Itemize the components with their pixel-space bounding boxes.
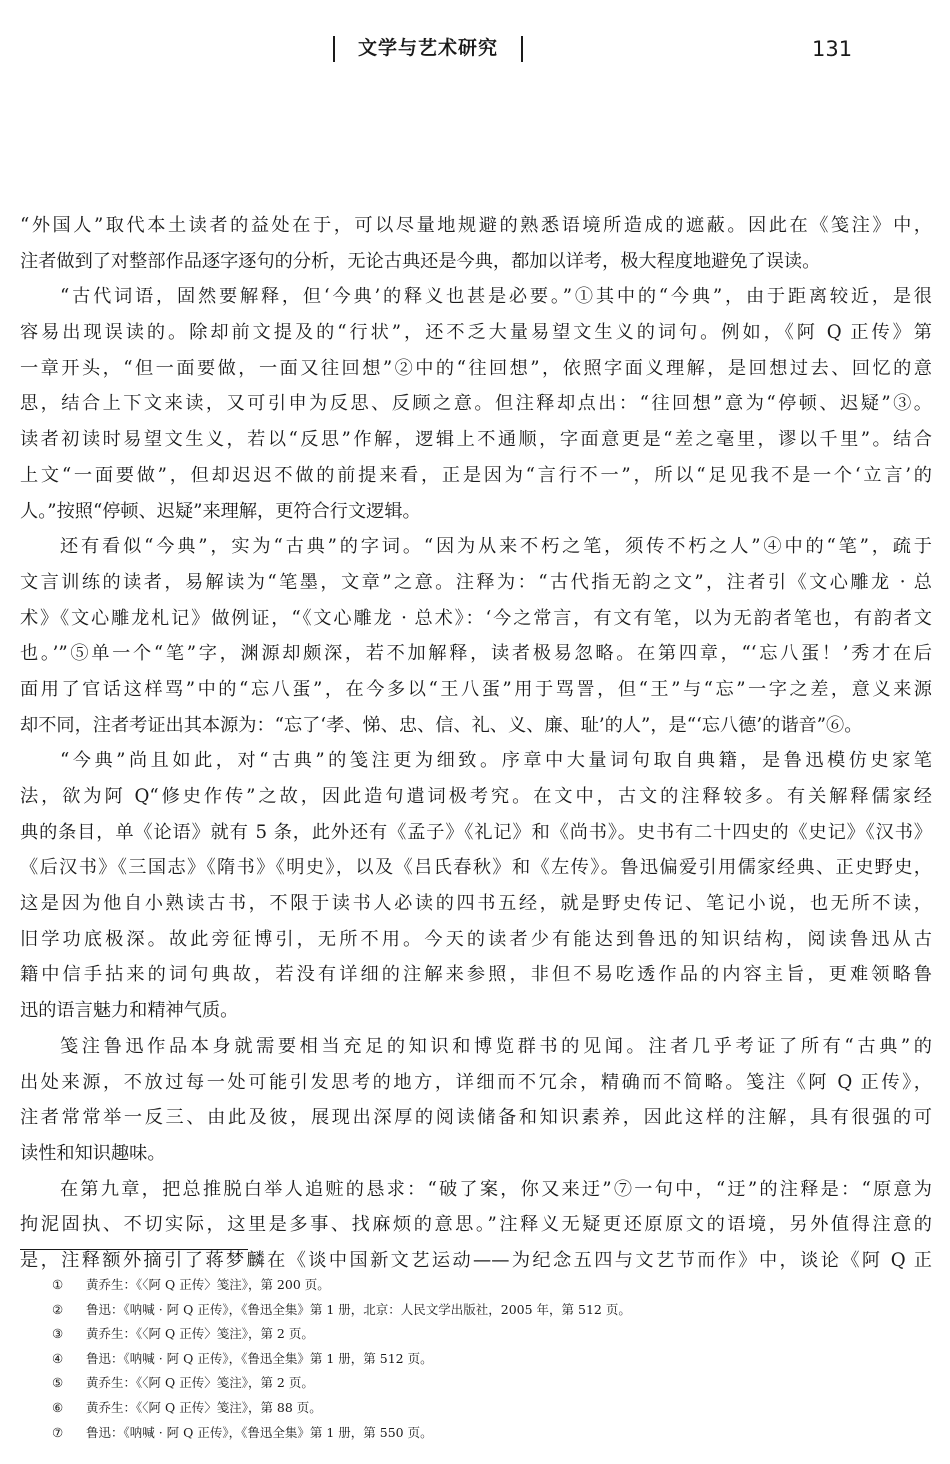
text-line: “古代词语，固然要解释，但‘今典’的释义也甚是必要。”①其中的“今典”，由于距离较近，是很: [60, 286, 932, 308]
text-line: 这是因为他自小熟读古书，不限于读书人必读的四书五经，就是野史传记、笔记小说，也无所不读，: [20, 893, 932, 915]
footnote-mark: ⑥: [52, 1399, 64, 1415]
footnote-text: 黄乔生：《〈阿 Q 正传〉笺注》，第 200 页。: [86, 1277, 330, 1292]
text-line: 也。’”⑤单一个“笔”字，渊源却颇深，若不加解释，读者极易忽略。在第四章，“‘忘八蛋！’秀才在后: [20, 643, 932, 665]
footnote-mark: ①: [52, 1277, 64, 1292]
text-line: 是，注释额外摘引了蒋梦麟在《谈中国新文艺运动——为纪念五四与文艺节而作》中，谈论《阿 Q 正: [20, 1249, 932, 1271]
header-rule-right: [521, 36, 523, 62]
text-line: 籍中信手拈来的词句典故，若没有详细的注解来参照，非但不易吃透作品的内容主旨，更难领略鲁: [20, 964, 932, 986]
footnote-text: 黄乔生：《〈阿 Q 正传〉笺注》，第 88 页。: [86, 1399, 322, 1415]
article-body: [20, 208, 932, 1279]
text-line: 法，欲为阿 Q“修史作传”之故，因此造句遣词极考究。在文中，古文的注释较多。有关解释儒家经: [20, 786, 932, 807]
text-line: 注者做到了对整部作品逐字逐句的分析，无论古典还是今典，都加以详考，极大程度地避免了误读。: [20, 250, 821, 272]
text-line: 术》《文心雕龙札记》做例证，“《文心雕龙 · 总术》：‘今之常言，有文有笔，以为无韵者笔也，有韵者文: [20, 607, 932, 629]
text-line: 读者初读时易望文生义，若以“反思”作解，逻辑上不通顺，字面意更是“差之毫里，谬以千里”。结合: [20, 429, 932, 451]
text-line: 文言训练的读者，易解读为“笔墨，文章”之意。注释为：“古代指无韵之文”，注者引《文心雕龙 · 总: [20, 571, 932, 593]
page-number: 131: [812, 37, 853, 61]
text-line: 在第九章，把总推脱白举人追赃的恳求：“破了案，你又来迂”⑦一句中，“迂”的注释是：“原意为: [60, 1178, 932, 1200]
text-line: 笺注鲁迅作品本身就需要相当充足的知识和博览群书的见闻。注者几乎考证了所有“古典”的: [60, 1035, 932, 1057]
footnote-text: 鲁迅：《呐喊 · 阿 Q 正传》，《鲁迅全集》第 1 册，北京：人民文学出版社，2005 年，第 512 页。: [86, 1301, 631, 1317]
footnote-mark: ⑦: [52, 1424, 64, 1440]
header-rule-left: [333, 36, 335, 62]
text-line: 思，结合上下文来读，又可引申为反思、反顾之意。但注释却点出：“往回想”意为“停顿、迟疑”③。: [20, 393, 932, 415]
footnote-mark: ④: [52, 1350, 64, 1366]
footnote-text: 鲁迅：《呐喊 · 阿 Q 正传》，《鲁迅全集》第 1 册，第 550 页。: [86, 1424, 433, 1440]
text-line: 拘泥固执、不切实际，这里是多事、找麻烦的意思。”注释义无疑更还原原文的语境，另外值得注意的: [20, 1214, 932, 1236]
text-line: 注者常常举一反三、由此及彼，展现出深厚的阅读储备和知识素养，因此这样的注解，具有很强的可: [20, 1107, 932, 1129]
footnote: [52, 1322, 912, 1347]
text-line: 迅的语言魅力和精神气质。: [20, 1000, 239, 1022]
footnote-mark: ③: [52, 1326, 64, 1342]
text-line: 上文“一面要做”，但却迟迟不做的前提来看，正是因为“言行不一”，所以“足见我不是一个‘立言’的: [20, 464, 932, 486]
footnote-mark: ⑤: [52, 1375, 64, 1391]
text-line: 面用了官话这样骂”中的“忘八蛋”，在今多以“王八蛋”用于骂詈，但“王”与“忘”一字之差，意义来源: [20, 678, 932, 700]
footnote: [52, 1396, 912, 1421]
running-header: [0, 30, 950, 70]
footnote: [52, 1273, 912, 1298]
footnotes: [52, 1273, 912, 1445]
text-line: 却不同，注者考证出其本源为：“忘了‘孝、悌、忠、信、礼、义、廉、耻’的人”，是“‘忘八德’的谐音”⑥。: [20, 714, 863, 736]
text-line: 读性和知识趣味。: [20, 1142, 166, 1164]
footnote-text: 黄乔生：《〈阿 Q 正传〉笺注》，第 2 页。: [86, 1326, 314, 1342]
footnote: [52, 1371, 912, 1396]
text-line: 《后汉书》《三国志》《隋书》《明史》，以及《吕氏春秋》和《左传》。鲁迅偏爱引用儒家经典、正史野史，: [20, 857, 932, 879]
text-line: “今典”尚且如此，对“古典”的笺注更为细致。序章中大量词句取自典籍，是鲁迅模仿史家笔: [60, 750, 932, 772]
text-line: 人。”按照“停顿、迟疑”来理解，更符合行文逻辑。: [20, 500, 421, 522]
footnote-text: 黄乔生：《〈阿 Q 正传〉笺注》，第 2 页。: [86, 1375, 314, 1391]
text-line: 还有看似“今典”，实为“古典”的字词。“因为从来不朽之笔，须传不朽之人”④中的“笔”，疏于: [60, 536, 932, 558]
footnote-mark: ②: [52, 1301, 64, 1317]
footnote-separator: [20, 1249, 248, 1250]
footnote: [52, 1347, 912, 1372]
text-line: 典的条目，单《论语》就有 5 条，此外还有《孟子》《礼记》和《尚书》。史书有二十四史的《史记》《汉书》: [20, 821, 932, 843]
text-line: 容易出现误读的。除却前文提及的“行状”，还不乏大量易望文生义的词句。例如，《阿 Q 正传》第: [20, 322, 932, 344]
text-line: “外国人”取代本土读者的益处在于，可以尽量地规避的熟悉语境所造成的遮蔽。因此在《笺注》中，: [20, 215, 932, 236]
text-line: 一章开头，“但一面要做，一面又往回想”②中的“往回想”，依照字面义理解，是回想过去、回忆的意: [20, 357, 932, 379]
journal-title: 文学与艺术研究: [357, 37, 498, 59]
footnote: [52, 1298, 912, 1323]
text-line: 旧学功底极深。故此旁征博引，无所不用。今天的读者少有能达到鲁迅的知识结构，阅读鲁迅从古: [20, 928, 932, 950]
text-line: 出处来源，不放过每一处可能引发思考的地方，详细而不冗余，精确而不简略。笺注《阿 Q 正传》，: [20, 1071, 932, 1093]
footnote-text: 鲁迅：《呐喊 · 阿 Q 正传》，《鲁迅全集》第 1 册，第 512 页。: [86, 1350, 433, 1366]
footnote: [52, 1421, 912, 1446]
